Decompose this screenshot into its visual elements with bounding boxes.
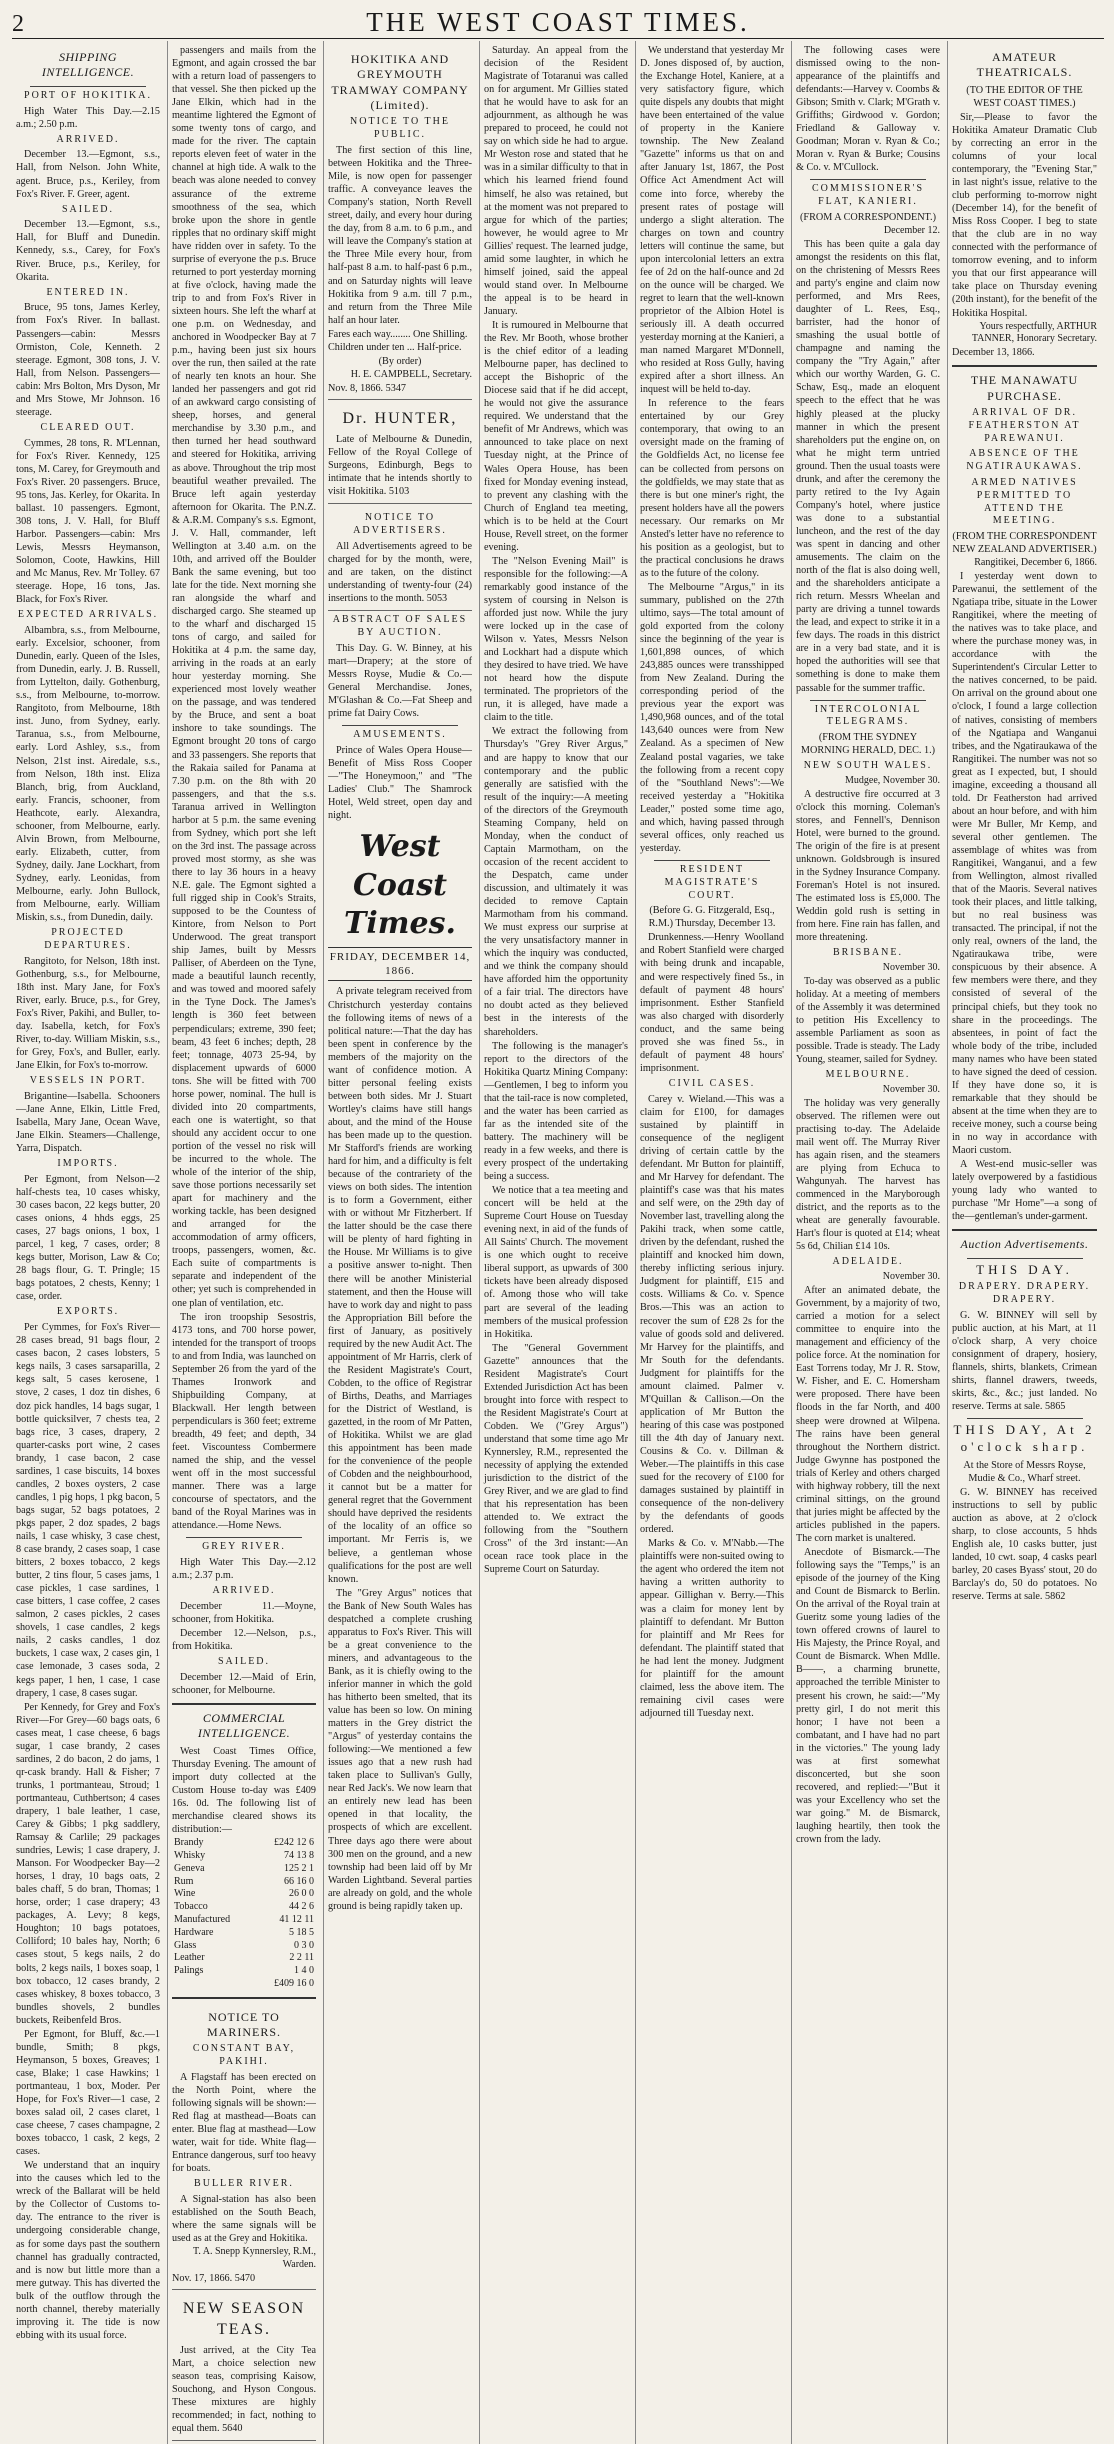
column-theatricals-auctions: [948, 41, 1104, 2444]
dance-text: We understand that yesterday Mr D. Jones disposed of, by auction, the Exchange Hotel, Kaniere, at a very satisfactory figure, which quite dispels any doubts that might have been entertained of the value of property in the Kaniere township. The New Zealand "Gazette" informs us that on and after January 1st, 1867, the Post Office Act Amendment Act will come into force, whereby the present rates of postage will undergo a slight alteration. The charges on town and country letters will continue the same, but upon intercolonial letters an extra fee of 2d on the half-ounce and 2d on the ounce will be charged. We regret to learn that the well-known proprietor of the Albion Hotel is seriously ill. A death occurred yesterday morning at the Kanieri, a man named Margaret M'Donnell, who resided at Ross Gully, having expired after a short illness. An inquest will be held to-day.: [640, 45, 784, 396]
kanieri-date: December 12.: [883, 225, 940, 237]
brisbane-heading: BRISBANE.: [833, 947, 903, 959]
divider: [654, 860, 769, 861]
anniversary2-text: In reference to the fears entertained by our Grey contemporary, that owing to an oversight made on the framing of the Goldfields Act, no license fee can be collected from persons on the goldfields, we may state that as there is but one miner's right, the present holders have all the powers necessary. Our remarks on Mr Ansted's letter have no reference to his position as a geologist, but to the practical conclusions he draws as to the future of the colony.: [640, 398, 784, 579]
west-text: A West-end music-seller was lately overpowered by a fastidious young lady who wanted to purchase "Mr Home"—a song of the—gentleman's under-garment.: [952, 1159, 1097, 1223]
duty-amount: 0 3 0: [294, 1939, 314, 1951]
amateur-sign: Yours respectfully, ARTHUR TANNER, Honorary Secretary.: [971, 320, 1097, 345]
duty-item: Manufactured: [174, 1913, 231, 1925]
duty-item: Leather: [174, 1952, 205, 1964]
duty-row: [172, 1863, 316, 1876]
teas-heading: NEW SEASON TEAS.: [182, 2300, 306, 2338]
column-notices-leader: [324, 41, 480, 2444]
manawatu-sub3: ARMED NATIVES PERMITTED TO ATTEND THE MEETING.: [971, 476, 1078, 527]
sailed-text: December 13.—Egmont, s.s., Hall, for Bluff and Dunedin. Kennedy, s.s., Carey, for Fox's River. Bruce, p.s., Keriley, for Okarita.: [16, 219, 160, 283]
greymouth-text: We extract the following from Thursday's "Grey River Argus," and are happy to know that our contemporary and the public generally are satisfied with the result of the inquiry:—A meeting of the directors of the Greymouth Steaming Company, held on Monday, when the conduct of Captain Marmotham, on the occasion of the recent accident to the Despatch, came under discussion, and ultimately it was decided to remove Captain Marmotham from his command. We must express our surprise at the very unsatisfactory manner in which the inquiry was conducted, and we think the company should have afforded him the opportunity of a fair trial. The directors have no doubt acted as they believed best in the interests of the shareholders.: [484, 726, 628, 1038]
melbourne-date: November 30.: [882, 1084, 940, 1096]
divider: [810, 179, 925, 180]
amateur-sub: (TO THE EDITOR OF THE WEST COAST TIMES.): [966, 84, 1083, 109]
column-court: [636, 41, 792, 2444]
kanieri-sub: (FROM A CORRESPONDENT.): [800, 212, 936, 224]
duty-row: [172, 1927, 316, 1940]
paper-title: West Coast Times.: [344, 829, 456, 941]
expected-label: EXPECTED ARRIVALS.: [17, 609, 159, 621]
duty-row: [172, 1901, 316, 1914]
duty-row: [172, 1876, 316, 1889]
duty-item: Whisky: [174, 1849, 206, 1861]
mariners-heading: NOTICE TO MARINERS.: [206, 2009, 281, 2040]
column-telegrams-auctions: [792, 41, 948, 2444]
shipping-heading: SHIPPING INTELLIGENCE.: [41, 50, 135, 80]
adelaide-text: After an animated debate, the Government, by a majority of two, carried a motion for a select committee to enquire into the management and efficiency of the police force. At the nomination for East Torrens today, Mr J. R. Stow, W. Fisher, and E. C. Homersham were proposed. There have been floods in the far North, and 400 sheep were drowned at Wilpena. The rains have been general throughout the Northern district. Judge Gwynne has postponed the trials of Kerley and others charged with highway robbery, till the next criminal sittings, on the ground that juries might be affected by the articles published in the papers. The corn market is unaltered.: [796, 1285, 940, 1544]
grey-heading: GREY RIVER.: [202, 1541, 286, 1553]
nelson-text: The "Nelson Evening Mail" is responsible for the following:—A remarkably good instance of the system of coursing in Nelson is afforded just now. While the jury were locked up in the case of Wilson v. Yates, Messrs Nelson and Lockhart had a dispute which they desired to have tried. We have not heard how the dispute terminated. The proprietors of the run, it is alleged, have made a claim to the title.: [484, 555, 628, 724]
appeal-text: Saturday. An appeal from the decision of the Resident Magistrate of Totaranui was called on for argument. Mr Gillies stated that he would have to ask for an adjournment, as although he was prepared to proceed, he could not say on which side he had to argue. Mr Weston rose and stated that he was in a similar difficulty to that in which his learned friend found himself, he also was retained, but at the moment was not prepared to argue for which of the parties; however, he would agree to Mr Gillies' request. The learned judge, amid some laughter, in which he himself joined, said the appeal would stand over. In Melbourne the appeal is to be heard in January.: [484, 45, 628, 317]
vessels-text: Brigantine—Isabella. Schooners—Jane Anne, Elkin, Little Fred, Isabella, Mary Jane, Ocean Wave, Jane Elkin. Steamers—Challenge, Yarra, Dispatch.: [16, 1090, 160, 1155]
page-number: 2: [12, 11, 24, 37]
cleared-text: Cymmes, 28 tons, R. M'Lennan, for Fox's River. Kennedy, 125 tons, M. Carey, for Greymouth and Fox's River. 20 passengers. Bruce, 95 tons, Jas. Kerley, for Okarita. In ballast. 10 passengers. Egmont, 308 tons, J. V. Hall, for Bluff Harbor. Passengers—cabin: Mrs Lewis, Messrs Heymanson, Solomon, Coote, Hawkins, Hill and Mc Manus, Rev. Mr Tolley. 67 steerage. Hope, 16 tons, Jas. Black, for Fox's River.: [16, 437, 160, 606]
statistics-text: The Melbourne "Argus," in its summary, published on the 27th ultimo, says—The total amount of gold exported from the colony since the beginning of the year is 1,601,898 ounces, of which 243,885 ounces were transshipped from New Zealand. During the corresponding period of the previous year the export was 1,490,968 ounces, and of the total 143,640 ounces were from New Zealand. As a specimen of New Zealand postal vagaries, we take the following from a recent copy of the "Southland News":—We received yesterday a "Hokitika Leader," posted some time ago, and which, having passed through several offices, only reached us yesterday.: [640, 581, 784, 854]
kanieri-text: This has been quite a gala day amongst the residents on this flat, on the christening of Messrs Rees and party's engine and claim now performed, and Mrs Rees, daughter of L. Rees, Esq., barrister, had the honor of smashing the usual bottle of champagne and naming the company the "Try Again," after which our worthy Warden, G. C. Schaw, Esq., made an eloquent speech to the effect that he was highly pleased at the plucky manner in which the present shareholders put the engine on, on what he might term untried ground. Then the usual toasts were drunk, and after the ceremony the party retired to the Ivy Again Company's hotel, where justice was done to a substantial luncheon, and the rest of the day was spent in dancing and other amusements. The claim on the north of the flat is also doing well, and the shareholders anticipate a rich return. Messrs Wheelan and party are driving a tunnel towards the lead, and expect to strike it in a few days. The roads in this district are in a very bad state, and it is hoped the authorities will see that something is done to make them passable for the summer traffic.: [796, 238, 940, 694]
teas-text: Just arrived, at the City Tea Mart, a choice selection new season teas, comprising Kaisow, Souchong, and Hyson Congous. These mixtures are highly recommended; in fact, nothing to equal them. 5640: [172, 2344, 316, 2435]
manawatu-text: I yesterday went down to Parewanui, the settlement of the Ngatiapa tribe, situate in the Lower Rangitikei, where the meeting of the natives was to take place, and where the purchase money was, in accordance with the Superintendent's Circular Letter to the natives concerned, to be paid. On arrival on the ground about one o'clock, I found a large collection of natives, consisting of members of the Ngatiapa and Wanganui tribes, and the Ngatiraukawa of the Rangitikei. The number was not so great as I expected, but, I should imagine, exceeding a thousand all told. Dr Featherston had arrived about an hour before, and with him were Mr Buller, Mr Kemp, and several other gentlemen. The assemblage of whites was from Rangitikei, Wanganui, and a few from Wellington, almost rivalled that of the Maoris. Several natives took their places, and little talking, but no real business was transacted. The principal, if not the only real, owners of the land, the Ngatiraukawa tribe, were conspicuous by their absence. A few members were there, and they consisted of several of the principal chiefs, but they took no share in the proceedings. The absentees, in point of fact the whole body of the tribe, included many names who have been stated to have signed the deed of cession. If they have done so, it is remarkable that they should be absent at the time when they are to receive money, such a course being in no way in accordance with Maori custom.: [952, 570, 1097, 1157]
divider: [810, 700, 925, 701]
grey-arrived-label: ARRIVED.: [212, 1585, 276, 1597]
high-water: High Water This Day.—2.15 a.m.; 2.50 p.m.: [16, 105, 160, 130]
advertisers-notice: [328, 507, 472, 611]
entered-text: Bruce, 95 tons, James Kerley, from Fox's River. In ballast. Passengers—cabin: Messrs Ormiston, Cole, Kenneth. 2 steerage. Egmont, 308 tons, J. V. Hall, from Nelson. Passengers—cabin: Mrs Bolton, Mrs Dyson, Mr and Mrs Stowe, Mr Johnson. 16 steerage.: [16, 302, 160, 418]
duty-total-row: [172, 1978, 316, 1991]
duty-row: [172, 1850, 316, 1863]
newspaper-title: THE WEST COAST TIMES.: [366, 7, 750, 37]
entered-label: ENTERED IN.: [46, 286, 130, 298]
binney2-text: G. W. BINNEY has received instructions to sell by public auction as above, at 2 o'clock sharp, to close accounts, 5 hhds English ale, 10 casks butter, just landed, 10 cwt. soap, 4 casks pearl barley, 20 cases Byass' stout, 20 do Barclay's do, 50 do potatoes. No reserve. Terms at sale. 5862: [952, 1486, 1097, 1602]
adelaide-heading: ADELAIDE.: [832, 1256, 904, 1268]
telegrams-sub: (FROM THE SYDNEY MORNING HERALD, DEC. 1.): [800, 732, 936, 757]
commercial-heading: COMMERCIAL INTELLIGENCE.: [197, 1711, 291, 1741]
duty-item: Hardware: [174, 1926, 214, 1938]
fares-date: Nov. 8, 1866. 5347: [328, 382, 407, 394]
exports-label: EXPORTS.: [56, 1306, 120, 1318]
arrived-label: ARRIVED.: [56, 133, 120, 145]
divider: [186, 1537, 301, 1538]
grey-arrived-text2: December 12.—Nelson, p.s., from Hokitika.: [172, 1628, 316, 1653]
duty-amount: 1 4 0: [294, 1965, 314, 1977]
pakihi-heading: CONSTANT BAY, PAKIHI.: [192, 2043, 296, 2068]
gazette-text: The "General Government Gazette" announces that the Resident Magistrate's Court Extended Jurisdiction Act has been brought into force with respect to the Resident Magistrate's Court at Cobden. We ("Grey Argus") understand that some time ago Mr Kynnersley, R.M., represented the necessity of applying the extended jurisdiction to the district of the Grey River, and we are glad to find that his representation has been attended to. We extract the following from the "Southern Cross" of the 3rd instant:—An ocean race took place in the Supreme Court on Saturday.: [484, 1342, 628, 1576]
grey-sailed-label: SAILED.: [217, 1656, 271, 1668]
column-local-news: [480, 41, 636, 2444]
projected-text: Rangitoto, for Nelson, 18th inst. Gothenburg, s.s., for Melbourne, 18th inst. Mary Jane, for Fox's River, early. Bruce, p.s., for Grey, Fox's River, Pakihi, and Buller, to-day. Isabella, ketch, for Fox's River, to-day. William Miskin, s.s., for Grey, Fox's, and Buller, early. Jane Elkin, for Fox's to-morrow.: [16, 955, 160, 1072]
manawatu-sub2: ABSENCE OF THE NGATIRAUKAWAS.: [966, 448, 1083, 473]
duty-total: £409 16 0: [274, 1977, 314, 1989]
sailed-label: SAILED.: [61, 203, 115, 215]
doctor-ad: [328, 403, 472, 505]
columns: [12, 41, 1104, 2435]
duty-amount: £242 12 6: [274, 1837, 314, 1849]
marks-text: Marks & Co. v. M'Nabb.—The plaintiffs were non-suited owing to the agent who ordered the item not having a written authority to appear. Gillighan v. Berry.—This was a claim for money lent by plaintiff to defendant. Mr Button for plaintiff and Mr Rees for defendant. The plaintiff stated that he had lent the money. Judgment for plaintiff for the amount claimed, less the above item. The remaining civil cases were adjourned till Tuesday next.: [640, 1538, 784, 1719]
anniversary-text: The "Grey Argus" notices that the Bank of New South Wales has despatched a complete crushing apparatus to Fox's River. This will be a great convenience to the miners, and advantageous to the Bank, as it is chiefly owing to the inferior manner in which the gold has hitherto been smelted, that its value has been so low. On mining matters in the Grey district the "Argus" of yesterday contains the following:—We mentioned a few issues ago that a new rush had taken place to Sullivan's Gully, near Red Jack's. We now learn that an entirely new lead has been opened in that locality, the prospects of which are excellent. Three days ago there were about 300 men on the ground, and a new township had been laid off by Mr Warden Lightband. Several parties are already on gold, and the whole ground is being rapidly taken up.: [328, 1587, 472, 1912]
duty-amount: 26 0 0: [289, 1888, 314, 1900]
civil-label: CIVIL CASES.: [668, 1077, 756, 1089]
tramway-heading: HOKITIKA AND GREYMOUTH TRAMWAY COMPANY (Limited).: [331, 52, 469, 113]
brisbane-text: To-day was observed as a public holiday. At a meeting of members of the Assembly it was determined to petition His Excellency to assemble Parliament as soon as possible. Trade is steady. The Lady Young, steamer, sailed for Sydney.: [796, 975, 940, 1066]
meeting-text: We notice that a tea meeting and concert will be held at the Supreme Court House on Tuesday evening next, in aid of the funds of All Saints' Church. The movement is one which ought to receive liberal support, as upwards of 300 tickets have been already disposed of. Among those who will take part are several of the leading members of the musical profession in Hokitika.: [484, 1185, 628, 1340]
manawatu-sub4: (FROM THE CORRESPONDENT NEW ZEALAND ADVERTISER.): [952, 531, 1097, 556]
grey-sailed-text: December 12.—Maid of Erin, schooner, for Melbourne.: [172, 1672, 316, 1697]
vessels-label: VESSELS IN PORT.: [29, 1075, 147, 1087]
fares-label: Fares each way........ One Shilling.: [328, 328, 468, 340]
amateur-date: December 13, 1866.: [952, 347, 1035, 359]
duty-row: [172, 1837, 316, 1850]
duty-item: Rum: [174, 1875, 194, 1887]
duty-amount: 74 13 8: [284, 1849, 314, 1861]
column-shipping-continued: [168, 41, 324, 2444]
buller-heading: BULLER RIVER.: [194, 2178, 294, 2190]
melbourne-text: It is rumoured in Melbourne that the Rev. Mr Booth, whose brother is the chief editor of a leading Melbourne paper, has declined to accept the Bishopric of the Diocese said that if he did accept, he would not give the assurance required. We understand that the benefit of Mr Andrews, which was announced to take place on next Tuesday night, at the Prince of Wales Opera House, has been fixed for Monday evening instead, to prevent any clashing with the Church of England tea meeting, which is to be held at the Court House, Revell street, on the former evening.: [484, 319, 628, 553]
nsw-date: Mudgee, November 30.: [845, 775, 940, 787]
brisbane-date: November 30.: [882, 962, 940, 974]
drapery-text: G. W. BINNEY will sell by public auction, at his Mart, at 11 o'clock sharp, A very choice consignment of drapery, hosiery, flannels, shirts, blankets, Crimean shirts, flannel drawers, tweeds, skirts, &c., &c.; just landed. No reserve. Terms at sale. 5865: [952, 1309, 1097, 1413]
manawatu-date: Rangitikei, December 6, 1866.: [974, 557, 1097, 569]
anecdote-text: Anecdote of Bismarck.—The following says the "Temps," is an episode of the journey of the King and Count de Bismarck to Berlin. On the arrival of the Royal train at Gueritz some young ladies of the town offered crowns of laurel to His Majesty, the Prince Royal, and Count de Bismarck. When Mdlle. B——, a charming brunette, approached the terrible Minister to present his crown, he said:—"My pretty girl, I do not merit this honor; I have not been a combatant, and I have had no part in the victories." The young lady was at first somewhat disconcerted, but she soon recovered, and replied:—"But it was your Excellency who set the war going." M. de Bismarck, laughing heartily, then took the crown from the lady.: [796, 1547, 940, 1846]
buller-text: A Signal-station has also been established on the South Beach, where the same signals will be used as at the Grey and Hokitika.: [172, 2194, 316, 2245]
duty-row: [172, 1914, 316, 1927]
duty-row: [172, 1940, 316, 1953]
duty-item: Wine: [174, 1888, 196, 1900]
grey-arrived-text: December 11.—Moyne, schooner, from Hokitika.: [172, 1601, 316, 1626]
exports-text: Per Cymmes, for Fox's River—28 cases bread, 91 bags flour, 2 cases bacon, 2 cases lobsters, 5 kegs nails, 3 cases sarsaparilla, 2 kegs salt, 5 cases kerosene, 1 stove, 2 cases, 1 doz tin dishes, 6 doz pick handles, 14 bags sugar, 1 bottle quicksilver, 7 chests tea, 2 bags rice, 3 cases, drapery, 2 quarter-casks port wine, 2 cases brandy, 1 case bacon, 2 case sardines, 1 case biscuits, 14 boxes candles, 2 boxes oysters, 2 case candles, 1 pig hops, 1 pkg bacon, 5 bags sugar, 52 bags potatoes, 2 pkgs paper, 2 doz spades, 2 bags nails, 1 case whisky, 3 case chest, 8 case brandy, 2 cases soap, 1 case bitters, 2 boxes tobacco, 2 kegs butter, 2 tins flour, 5 cases jams, 1 case pickles, 1 case sardines, 1 case bitters, 1 case coffee, 2 cases salmon, 2 cases pickles, 2 cases shovels, 1 case candles, 2 kegs nails, 2 casks candles, 1 doz buckets, 1 case wax, 2 cases gin, 1 case lemonade, 3 cases soda, 2 kegs paper, 1 hen, 1 case, 1 case drapery, 1 case, 8 cases sugar.: [16, 1322, 160, 1699]
rm-text: Drunkenness.—Henry Woolland and Robert Stanfield were charged with being drunk and incapable, and were respectively fined 5s., in default of payment 48 hours' imprisonment. Esther Stanfield was also charged with disorderly conduct, and the same being proved she was fined 5s., in default of payment 48 hours' imprisonment.: [640, 932, 784, 1074]
duty-amount: 5 18 5: [289, 1926, 314, 1938]
divider: [967, 1258, 1083, 1259]
duty-amount: 125 2 1: [284, 1862, 314, 1874]
nsw-heading: NEW SOUTH WALES.: [803, 760, 933, 772]
duty-item: Brandy: [174, 1837, 204, 1849]
port-heading: PORT OF HOKITIKA.: [24, 89, 152, 101]
divider: [172, 1703, 316, 1705]
advertisers-heading: NOTICE TO ADVERTISERS.: [353, 512, 447, 537]
kanieri-heading: COMMISSIONER'S FLAT, KANIERI.: [811, 183, 925, 208]
teas-ad: [172, 2293, 316, 2441]
civil-text: Carey v. Wieland.—This was a claim for £100, for damages sustained by plaintiff in consequence of the negligent driving of certain cattle by the defendant. Mr Button for plaintiff, and Mr Harvey for defendant. The plaintiff's case was that his mates and self were, on the 29th day of November last, travelling along the Pakihi track, when some cattle, driven by the defendant, rushed the plaintiff and knocked him down, thereby inflicting serious injury. Judgment for plaintiff, £15 and costs. Williams & Co. v. Spence Bros.—This was an action to recover the sum of £28 2s for the value of goods sold and delivered. Mr Harvey for the plaintiffs, and Mr South for the defendants. Judgment for plaintiffs for the amount claimed. Palmer v. M'Quillan & Callison.—On the application of Mr Button the hearing of this case was postponed till the 4th day of January next. Cousins & Co. v. Dillman & Weber.—The plaintiffs in this case sued for the recovery of £100 for damages sustained by plaintiff in consequence of the non-delivery by the defendants of goods ordered.: [640, 1093, 784, 1536]
egmont-voyage: passengers and mails from the Egmont, and again crossed the bar with a return load of passengers to that vessel. She then picked up the Jane Elkin, which had in the meantime lightered the Egmont of some twenty tons of cargo, and made for the river. The captain reports eleven feet of water in the channel at high tide. A walk to the beach was alone needed to convey assurance of the extreme smoothness of the sea, which broke upon the shore in gentle ripples that no ordinary skiff might have ridden over in safety. To the surprise of everyone the p.s. Bruce returned to port yesterday morning at five o'clock, having made the trip to and from Fox's River in sixteen hours. She left the wharf at one p.m. on Wednesday, and anchored in Woodpecker Bay at 7 p.m., having been just six hours over the run, then sailed at the rate of nearly ten knots an hour. She landed her passengers and got rid of an awkward cargo consisting of sheep, horses, and general merchandise by 3.30 p.m., and then turned her head southward and steered for Hokitika, arriving as above. Throughout the trip most beautiful weather prevailed. The Bruce left again yesterday afternoon for Okarita. The P.N.Z. & A.R.M. Company's s.s. Egmont, J. V. Hall, commander, left Wellington at 3.40 a.m. on the 10th, and arrived off the Boulder Bank the same evening, but too late for the tide. Next morning she ran alongside the wharf and discharged cargo. She steamed up to the wharf and discharged 15 tons of cargo, and sailed for Hokitika at 4 p.m. the same day, arriving in the roads at an early hour yesterday morning. She experienced most lovely weather on the passage, and was tendered by the Bruce, and sent a boat inshore to take soundings. The Egmont brought 20 tons of cargo and 33 passengers. She reports that the Rakaia sailed for Panama at 7.30 p.m. on the 8th with 20 passengers, and that the s.s. Taranua arrived in Wellington harbor at 5 p.m. the same evening from Sydney, which port she left on the 3rd inst. The passage across proved most stormy, as she was there to lay 36 hours in a heavy N.E. gale. The Egmont sighted a full rigged ship in Cook's Straits, supposed to be the Countess of Kintore, from Nelson to Port Underwood. The great transport ship James, built by Messrs Palliser, of Aberdeen on the Tyne, made a beautiful launch recently, and was towed and moored safely in the Tyne Dock. The James's length is 360 feet between perpendiculars; extreme, 390 feet; beam, 43 feet 6 inches; depth, 28 feet; tonnage, 4073 25-94, by displacement upwards of 6000 tons. She will be fitted with 700 horse power, nominal. The hull is divided into 20 compartments, each one is watertight, so that should any accident occur to one portion of the vessel no risk will be incurred to the whole. The whole of the interior of the ship, save those portions necessarily set apart for machinery and the working tackle, has been designed and arranged for the accommodation of army officers, troops, passengers, women, &c. Each suite of compartments is separate and independent of the other; yet such is comprehended in one plan of ventilation, etc.: [172, 45, 316, 1309]
mariners-notice: [172, 2002, 316, 2290]
advertisers-text: All Advertisements agreed to be charged for by the month, were, and are taken, on the distinct understanding of twenty-four (24) insertions to the month. 5053: [328, 540, 472, 605]
egmont-text: Per Egmont, for Bluff, &c.—1 bundle, Smith; 8 pkgs, Heymanson, 5 boxes, Greaves; 1 case, Blake; 1 case Hawkins; 1 portmanteau, 1 box, Moder. Per Hope, for Fox's River—1 case, 2 boxes salad oil, 2 cases claret, 1 case cheese, 7 cases champagne, 2 boxes tobacco, 1 cask, 2 kegs, 2 cases.: [16, 2028, 160, 2158]
adelaide-date: November 30.: [882, 1271, 940, 1283]
amateur-heading: AMATEUR THEATRICALS.: [976, 50, 1073, 80]
auction-heading: Auction Advertisements.: [960, 1237, 1089, 1252]
duty-row: [172, 1888, 316, 1901]
divider: [342, 725, 457, 726]
buller-sign: T. A. Snepp Kynnersley, R.M., Warden.: [192, 2246, 316, 2271]
nsw-text: A destructive fire occurred at 3 o'clock this morning. Coleman's stores, and Fennell's, Dennison Hotel, were burned to the ground. The origin of the fire is at present unknown. Goldsbrough is insured in the Sydney Insurance Company. Foreman's Hotel is not insured. The estimated loss is £5,000. The Weddin gold rush is setting in from here. Fine rain has fallen, and more threatening.: [796, 788, 940, 944]
kennedy-text: Per Kennedy, for Grey and Fox's River—For Grey—60 bags oats, 6 cases meat, 1 case cheese, 6 bags sugar, 1 case brandy, 2 cases sardines, 2 do bacon, 2 do jams, 1 qr-cask brandy. Hall & Fisher; 7 trunks, 1 portmanteau, Stroud; 1 portmanteau, Cuthbertson; 4 cases drapery, 1 bale leather, 1 case, Carey & Gibbs; 1 pkg saddlery, Ramsay & Carlile; 29 packages sundries, Lewis; 1 case drapery, J. Manson. For Woodpecker Bay—2 horses, 1 dray, 10 bags oats, 2 bales chaff, 5 do bran, Thomas; 1 horse, order; 1 case drapery; 43 packages, A. Levy; 8 kegs, Houghton; 10 bags potatoes, Colliford; 10 bales hay, North; 6 cases stout, 5 kegs nails, 2 do bolts, 2 kegs nails, 1 boxes soap, 1 box tobacco, 12 cases brandy, 2 cases whiskey, 8 boxes tobacco, 3 bundles shovels, 2 bundles buckets, Reibenfeld Bros.: [16, 1701, 160, 2026]
tramway-ad: [328, 44, 472, 400]
duty-amount: 44 2 6: [289, 1901, 314, 1913]
divider: [967, 1418, 1083, 1419]
rm-heading: RESIDENT MAGISTRATE'S COURT.: [664, 863, 760, 901]
dismissed-text: The following cases were dismissed owing to the non-appearance of the plaintiffs and defendants:—Harvey v. Coombs & Gibson; Smith v. Clark; M'Grath v. Griffiths; Girdwood v. Gordon; Friedland & Galloway v. Goodman; Moran v. Ryan & Co.; Moran v. Ryan & Burke; Cousins & Co. v. M'Cullock.: [796, 45, 940, 174]
projected-label: PROJECTED DEPARTURES.: [44, 927, 132, 951]
paper-date: FRIDAY, DECEMBER 14, 1866.: [328, 947, 472, 981]
duty-table: [172, 1837, 316, 1991]
doctor-heading: Dr. HUNTER,: [342, 409, 458, 427]
drapery-heading: DRAPERY. DRAPERY. DRAPERY.: [958, 1281, 1091, 1306]
commercial-intro: West Coast Times Office, Thursday Evening. The amount of import duty collected at the Custom House to-day was £409 16s. 0d. The following list of merchandise cleared shows its distribution:—: [172, 1745, 316, 1836]
manawatu-sub1: ARRIVAL OF DR. FEATHERSTON AT PAREWANUI.: [968, 406, 1081, 444]
divider: [952, 365, 1097, 367]
divider: [172, 1997, 316, 1999]
this-day: THIS DAY.: [976, 1261, 1073, 1277]
fire-text: The following is the manager's report to the directors of the Hokitika Quartz Mining Company:—Gentlemen, I beg to inform you that the tail-race is now completed, and the water has been carried as far as the intended site of the battery. The machinery will be ready in a few weeks, and there is every prospect of the undertaking being a success.: [484, 1040, 628, 1183]
divider: [30, 86, 145, 87]
imports-label: IMPORTS.: [57, 1158, 119, 1170]
abstract-heading: ABSTRACT OF SALES BY AUCTION.: [332, 614, 468, 638]
cleared-label: CLEARED OUT.: [40, 421, 136, 433]
masthead: [12, 4, 1104, 39]
duty-row: [172, 1965, 316, 1978]
store-text: At the Store of Messrs Royse, Mudie & Co., Wharf street.: [963, 1459, 1086, 1484]
fares-by-order: (By order): [378, 355, 422, 367]
duty-amount: 66 16 0: [284, 1875, 314, 1887]
imports-text: Per Egmont, from Nelson—2 half-chests tea, 10 cases whisky, 30 cases bacon, 22 kegs butter, 20 cases onions, 4 hhds eggs, 25 cases, 27 bags onions, 1 box, 1 parcel, 1 keg, 7 cases, order; 8 kegs butter, Morison, Law & Co; 28 bags flour, G. T. Pringle; 15 bags potatoes, 2 chests, Kenny; 1 case, order.: [16, 1173, 160, 1303]
doctor-text: Late of Melbourne & Dunedin, Fellow of the Royal College of Surgeons, Edinburgh, Begs to intimate that he intends shortly to visit Hokitika. 5103: [328, 434, 472, 498]
amusements-heading: AMUSEMENTS.: [353, 729, 447, 741]
amusements-text: Prince of Wales Opera House—Benefit of Miss Ross Cooper—"The Honeymoon," and "The Ladies' Club." The Shamrock Hotel, Weld street, open day and night.: [328, 744, 472, 822]
inquiry-text: We understand that an inquiry into the causes which led to the wreck of the Ballarat will be held by the Collector of Customs to-day. The entrance to the river is undergoing considerable change, as for some days past the southern channel has gradually contracted, and is now but little more than a mere gutway. This has diverted the bulk of the outflow through the north channel, thereby materially improving it. The tide is now ebbing with its usual force.: [16, 2160, 160, 2341]
melbourne-text: The holiday was very generally observed. The riflemen were out practising to-day. The Adelaide mail went off. The Murray River has again risen, and the steamers are plying from Echuca to Wahgunyah. The harvest has commenced in the Maryborough district, and the reports as to the wheat are generally favourable. Hart's flour is quoted at £14; wheat 5s 6d, Chilian £14 10s.: [796, 1097, 940, 1253]
pakihi-text: A Flagstaff has been erected on the North Point, where the following signals will be shown:— Red flag at masthead—Boats can enter. Blue flag at masthead—Low water, wait for tide. White flag—Entrance dangerous, surf too heavy for boats.: [172, 2072, 316, 2175]
duty-row: [172, 1952, 316, 1965]
duty-item: Palings: [174, 1965, 204, 1977]
manawatu-heading: THE MANAWATU PURCHASE.: [970, 373, 1079, 403]
leader-text: A private telegram received from Christchurch yesterday contains the following items of news of a political nature:—That the day has been spent in conference by the members of the majority on the want of confidence motion. A bitter personal feeling exists between both sides. Mr J. Stuart Wortley's claims have still hangs about, and the mind of the House has been made up to the question. Mr Stafford's friends are working hard for him, and a difficulty is felt because of the contrariety of the views on both sides. The intention is to form a Government, either with or without Mr Fitzherbert. If the latter should be the case there will be plenty of hard fighting in the House. Mr Williams is to give a positive answer to-night. Then there will be another Ministerial statement, and then the House will have to work day and night to pass the Appropriation Bill before the first of January, as positively required by the new Audit Act. The appointment of Mr Harris, clerk of the Resident Magistrate's Court, Cobden, to the office of Registrar of Births, Deaths, and Marriages for the District of Westland, is gazetted, in the room of Mr Patten, of Hokitika. Whilst we are glad this appointment has been made for the convenience of the people of Cobden and the neighbourhood, it cannot but be a matter for general regret that the Government should have deprived the residents of the locality of an office so important. Mr Ferris is, we believe, a gentleman whose qualifications for the post are well known.: [328, 986, 472, 1585]
grey-high-water: High Water This Day.—2.12 a.m.; 2.37 p.m.: [172, 1557, 316, 1582]
amateur-text: Sir,—Please to favor the Hokitika Amateur Dramatic Club by correcting an error in the columns of your local contemporary, the "Evening Star," in last night's issue, relative to the club performing to-morrow night (December 14), for the benefit of Miss Ross Cooper. I beg to state that the club are in no way connected with the performance of tomorrow evening, and to inform you that our first appearance will take place on Thursday evening (20th instant), for the benefit of the Hokitika Hospital.: [952, 111, 1097, 319]
divider: [952, 1229, 1097, 1231]
tramway-text: The first section of this line, between Hokitika and the Three-Mile, is now open for passenger traffic. A conveyance leaves the Company's station, North Revell street, daily, and every hour during the day, from 8 a.m. to 6 p.m., and will leave the Company's station at the Three Mile every hour, from half-past 8 a.m. to half-past 6 p.m., and on Saturday nights will leave Hokitika from 9 a.m. till 7 p.m., and return from the Three Mile half an hour later.: [328, 145, 472, 326]
duty-item: Tobacco: [174, 1901, 208, 1913]
fares-children: Children under ten ... Half-price.: [328, 341, 462, 353]
fares-sign: H. E. CAMPBELL, Secretary.: [350, 368, 472, 380]
abstract-text: This Day. G. W. Binney, at his mart—Drapery; at the store of Messrs Royse, Mudie & Co.—General Merchandise. Jones, M'Glashan & Co.—Fat Sheep and prime fat Dairy Cows.: [328, 642, 472, 720]
melbourne-heading: MELBOURNE.: [825, 1069, 911, 1081]
duty-amount: 2 2 11: [289, 1952, 314, 1964]
this-day-2: THIS DAY, At 2 o'clock sharp.: [953, 1422, 1096, 1454]
duty-item: Glass: [174, 1939, 197, 1951]
duty-item: Geneva: [174, 1862, 205, 1874]
arrived-text: December 13.—Egmont, s.s., Hall, from Nelson. John White, agent. Bruce, p.s., Keriley, from Fox's River. F. Greer, agent.: [16, 149, 160, 200]
launch-text: The iron troopship Sesostris, 4173 tons, and 700 horse power, intended for the transport of troops to and from India, was launched on September 26 from the yard of the Thames Ironwork and Shipbuilding Company, at Blackwall. Her length between perpendiculars is 360 feet; extreme breadth, 49 feet; and depth, 34 feet. Viscountess Combermere named the ship, and the vessel went off in the most successful manner. There was a large concourse of spectators, and the band of the Royal Marines was in attendance.—Home News.: [172, 1311, 316, 1532]
expected-text: Albambra, s.s., from Melbourne, early. Excelsior, schooner, from Dunedin, early. Queen of the Isles, from Dunedin, early. J. B. Russell, from Lyttelton, daily. Gothenburg, s.s., from Melbourne, to-morrow. Rangitoto, from Melbourne, 18th inst. Juno, from Sydney, early. Taranua, s.s., from Melbourne, early. Lord Ashley, s.s., from Nelson, 21st inst. Airedale, s.s., from Nelson, 18th inst. Eliza Blanch, brig, from Auckland, early. Francis, schooner, from Heathcote, early. Alexandra, schooner, from Melbourne, early. Alvin Brown, from Melbourne, early. Elizabeth, cutter, from Sydney, daily. Jane Lockhart, from Sydney, early. Leonidas, from Melbourne, early. John Bullock, from Melbourne, early. William Miskin, s.s., from Dunedin, daily.: [16, 625, 160, 924]
telegrams-heading: INTERCOLONIAL TELEGRAMS.: [814, 703, 922, 728]
duty-amount: 41 12 11: [279, 1913, 314, 1925]
buller-date: Nov. 17, 1866. 5470: [172, 2272, 256, 2284]
tramway-notice: NOTICE TO THE PUBLIC.: [350, 116, 450, 141]
column-shipping: [12, 41, 168, 2444]
rm-sub: (Before G. G. Fitzgerald, Esq., R.M.) Thursday, December 13.: [648, 905, 776, 930]
